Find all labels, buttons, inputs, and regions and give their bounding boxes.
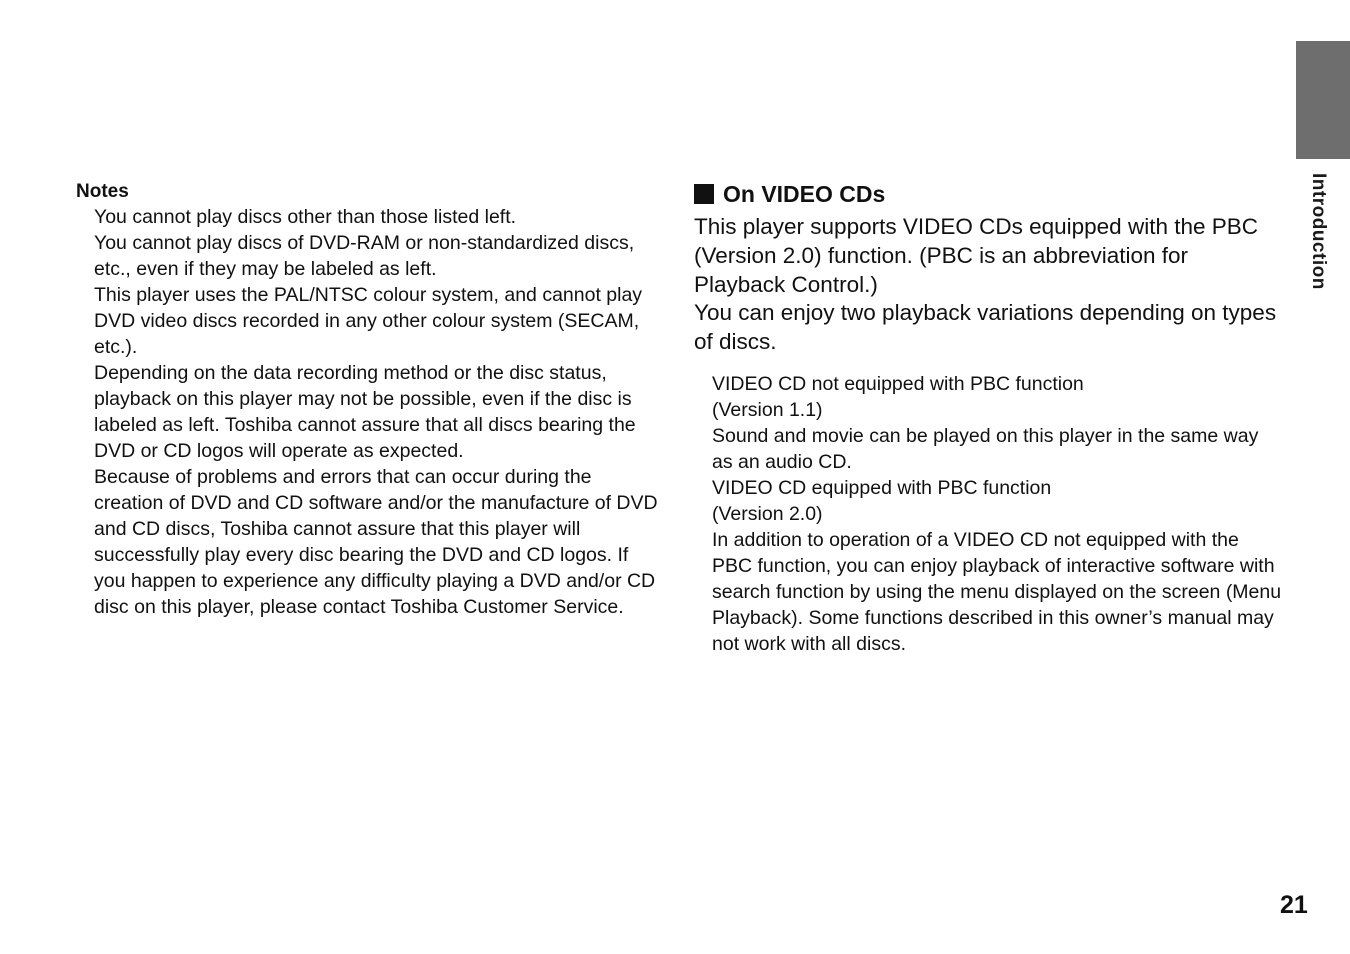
note-item: Depending on the data recording method or the disc status, playback on this player may not be possible, even if the disc is labeled as left. Toshiba cannot assure that all discs bearing the DVD or CD logos will operate as expected. [94, 362, 636, 462]
video-cd-type-version: (Version 1.1) [712, 398, 823, 421]
video-cd-type-description: Sound and movie can be played on this player in the same way as an audio CD. [712, 424, 1259, 473]
video-cd-type-version: (Version 2.0) [712, 502, 823, 525]
note-item: You cannot play discs of DVD-RAM or non-standardized discs, etc., even if they may be labeled as left. [94, 232, 635, 280]
square-bullet-icon [694, 184, 714, 204]
section-tab-marker [1296, 41, 1350, 159]
notes-section [76, 180, 661, 620]
note-item: Because of problems and errors that can occur during the creation of DVD and CD software and/or the manufacture of DVD and CD discs, Toshiba cannot assure that this player will successfully play every disc bearing the DVD and CD logos. If you happen to experience any difficulty playing a DVD and/or CD disc on this player, please contact Toshiba Customer Service. [94, 466, 658, 618]
video-cds-heading-text: On VIDEO CDs [723, 181, 886, 207]
note-item: This player uses the PAL/NTSC colour system, and cannot play DVD video discs recorded in any other colour system (SECAM, etc.). [94, 284, 643, 358]
video-cd-type-item [712, 475, 1284, 657]
video-cd-type-title: VIDEO CD not equipped with PBC function [712, 372, 1084, 395]
video-cds-section [694, 179, 1284, 657]
video-cds-heading [694, 179, 1284, 209]
video-cd-types-list [694, 371, 1284, 657]
video-cds-intro: You can enjoy two playback variations depending on types of discs. [694, 300, 1277, 355]
video-cd-type-item [712, 371, 1284, 475]
notes-heading: Notes [76, 181, 129, 202]
page-number: 21 [1280, 891, 1308, 919]
video-cd-type-title: VIDEO CD equipped with PBC function [712, 476, 1052, 499]
section-label: Introduction [1308, 173, 1329, 290]
notes-list [76, 204, 661, 620]
video-cds-intro: This player supports VIDEO CDs equipped with the PBC (Version 2.0) function. (PBC is an abbreviation for Playback Control.) [694, 214, 1259, 297]
video-cd-type-description: In addition to operation of a VIDEO CD not equipped with the PBC function, you can enjoy playback of interactive software with search function by using the menu displayed on the screen (Menu Playback). Some functions described in this owner’s manual may not work with all discs. [712, 528, 1282, 655]
note-item: You cannot play discs other than those listed left. [94, 206, 517, 228]
